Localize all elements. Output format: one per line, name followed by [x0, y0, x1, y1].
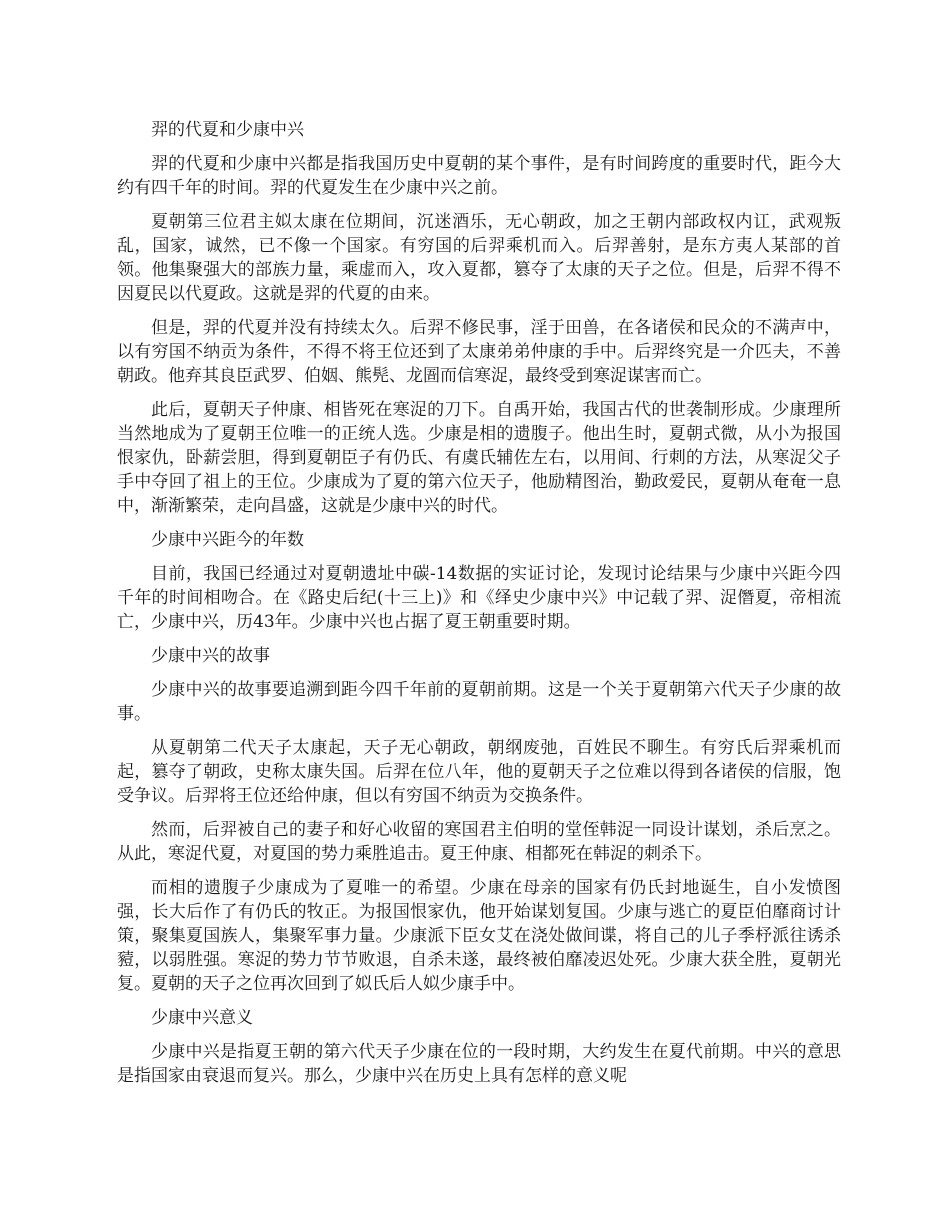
paragraph: 而相的遗腹子少康成为了夏唯一的希望。少康在母亲的国家有仍氏封地诞生，自小发愤图强，长大后作了有仍氏的牧正。为报国恨家仇，他开始谋划复国。少康与逃亡的夏臣伯靡商讨计策，聚集夏国族人，集聚军事力量。少康派下臣女艾在浇处做间谍，将自己的儿子季杼派往诱杀豷，以弱胜强。寒浞的势力节节败退，自杀未遂，最终被伯靡凌迟处死。少康大获全胜，夏朝光复。夏朝的天子之位再次回到了姒氏后人姒少康手中。	[117, 878, 841, 994]
paragraph: 少康中兴是指夏王朝的第六代天子少康在位的一段时期，大约发生在夏代前期。中兴的意思是指国家由衰退而复兴。那么，少康中兴在历史上具有怎样的意义呢	[117, 1042, 841, 1086]
paragraph: 但是，羿的代夏并没有持续太久。后羿不修民事，淫于田兽，在各诸侯和民众的不满声中，以有穷国不纳贡为条件，不得不将王位还到了太康弟弟仲康的手中。后羿终究是一介匹夫，不善朝政。他弃其良臣武罗、伯姻、熊髡、龙圄而信寒浞，最终受到寒浞谋害而亡。	[117, 318, 841, 386]
section-heading: 少康中兴意义	[151, 1008, 253, 1028]
paragraph: 少康中兴的故事要追溯到距今四千年前的夏朝前期。这是一个关于夏朝第六代天子少康的故事。	[117, 680, 841, 724]
paragraph: 夏朝第三位君主姒太康在位期间，沉迷酒乐，无心朝政，加之王朝内部政权内讧，武观叛乱，国家，诚然，已不像一个国家。有穷国的后羿乘机而入。后羿善射，是东方夷人某部的首领。他集聚强大的部族力量，乘虚而入，攻入夏都，篡夺了太康的天子之位。但是，后羿不得不因夏民以代夏政。这就是羿的代夏的由来。	[117, 212, 841, 304]
paragraph: 从夏朝第二代天子太康起，天子无心朝政，朝纲废弛，百姓民不聊生。有穷氏后羿乘机而起，篡夺了朝政，史称太康失国。后羿在位八年，他的夏朝天子之位难以得到各诸侯的信服，饱受争议。后羿将王位还给仲康，但以有穷国不纳贡为交换条件。	[117, 738, 841, 806]
section-heading: 少康中兴的故事	[151, 646, 270, 666]
section-heading: 羿的代夏和少康中兴	[151, 120, 304, 140]
paragraph: 此后，夏朝天子仲康、相皆死在寒浞的刀下。自禹开始，我国古代的世袭制形成。少康理所当然地成为了夏朝王位唯一的正统人选。少康是相的遗腹子。他出生时，夏朝式微，从小为报国恨家仇，卧薪尝胆，得到夏朝臣子有仍氏、有虞氏辅佐左右，以用间、行刺的方法，从寒浞父子手中夺回了祖上的王位。少康成为了夏的第六位天子，他励精图治，勤政爱民，夏朝从奄奄一息中，渐渐繁荣，走向昌盛，这就是少康中兴的时代。	[117, 400, 841, 516]
section-heading: 少康中兴距今的年数	[151, 530, 304, 550]
paragraph: 羿的代夏和少康中兴都是指我国历史中夏朝的某个事件，是有时间跨度的重要时代，距今大约有四千年的时间。羿的代夏发生在少康中兴之前。	[117, 154, 841, 198]
document-body	[117, 118, 841, 1098]
paragraph: 然而，后羿被自己的妻子和好心收留的寒国君主伯明的堂侄韩浞一同设计谋划，杀后烹之。从此，寒浞代夏，对夏国的势力乘胜追击。夏王仲康、相都死在韩浞的刺杀下。	[117, 820, 841, 864]
paragraph: 目前，我国已经通过对夏朝遗址中碳-14数据的实证讨论，发现讨论结果与少康中兴距今四千年的时间相吻合。在《路史后纪(十三上)》和《绎史少康中兴》中记载了羿、浞僭夏，帝相流亡，少康中兴，历43年。少康中兴也占据了夏王朝重要时期。	[117, 564, 841, 632]
